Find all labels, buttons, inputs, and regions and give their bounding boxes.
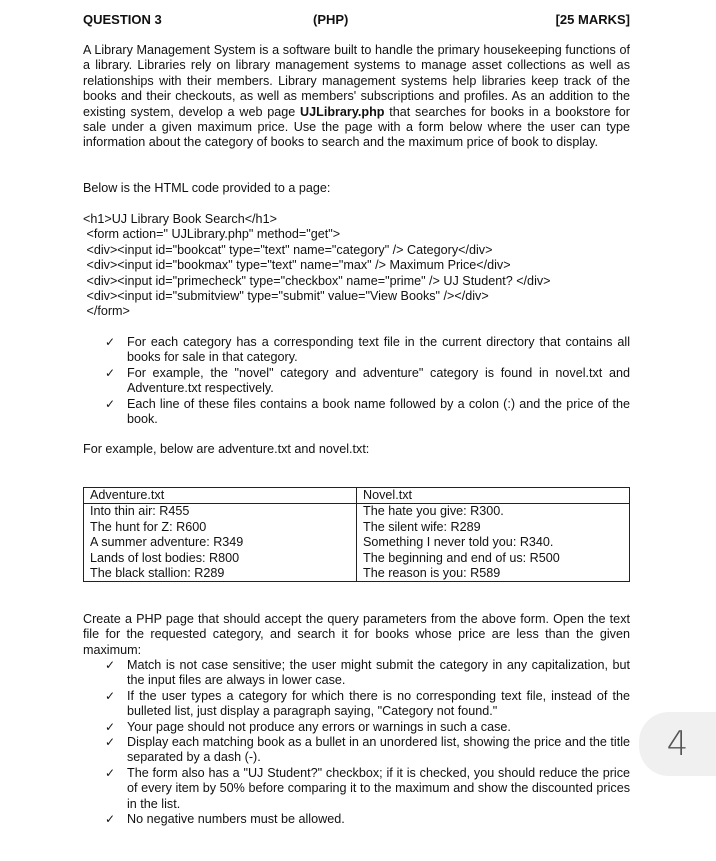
list-item-text: Each line of these files contains a book name followed by a colon (:) and the price of the book. (127, 396, 630, 427)
intro-filename: UJLibrary.php (300, 104, 385, 119)
intro-text: A Library Management System is a software built to handle the primary housekeeping functions of a library. Libraries rely on library management systems to manage asset collections as well as relationships with their members. Library management systems help libraries keep track of the books and their checkouts, as well as members' subscriptions and profiles. As an addition to the existing system, develop a web page (83, 43, 630, 119)
list-item-text: The form also has a "UJ Student?" checkbox; if it is checked, you should reduce the price of every item by 50% before comparing it to the maximum and show the discounted prices in the list. (127, 765, 630, 811)
table-row (84, 504, 630, 520)
table-cell: A summer adventure: R349 (84, 535, 357, 550)
list-item (83, 766, 630, 812)
question-number: QUESTION 3 (83, 12, 162, 27)
list-item (83, 397, 630, 428)
question-header (83, 12, 630, 28)
table-cell: The black stallion: R289 (84, 566, 357, 582)
question-language: (PHP) (313, 12, 349, 27)
table-cell: Into thin air: R455 (84, 504, 357, 520)
column-header-novel: Novel.txt (357, 488, 630, 504)
list-item-text: If the user types a category for which there is no corresponding text file, instead of the bulleted list, just display a paragraph saying, "Category not found." (127, 688, 630, 719)
list-item (83, 812, 630, 827)
list-item-text: Match is not case sensitive; the user might submit the category in any capitalization, but the input files are always in lower case. (127, 658, 630, 688)
table-cell: The beginning and end of us: R500 (357, 551, 630, 566)
list-item (83, 658, 630, 689)
list-item-text: For each category has a corresponding text file in the current directory that contains all books for sale in that category. (127, 335, 630, 365)
code-line: <h1>UJ Library Book Search</h1> (83, 212, 277, 226)
list-item (83, 735, 630, 766)
code-line: <form action=" UJLibrary.php" method="get"> (83, 227, 341, 242)
table-row (84, 566, 630, 582)
table-cell: Lands of lost bodies: R800 (84, 551, 357, 566)
html-code-block (83, 212, 551, 320)
intro-paragraph (83, 43, 630, 151)
table-row (84, 535, 630, 550)
table-cell: The hunt for Z: R600 (84, 520, 357, 535)
check-icon: ✓ (105, 719, 116, 734)
check-icon: ✓ (105, 658, 116, 672)
check-icon: ✓ (105, 688, 116, 703)
requirements-list-2 (83, 658, 630, 827)
table-cell: The silent wife: R289 (357, 520, 630, 535)
table-cell: The reason is you: R589 (357, 566, 630, 582)
table-cell: The hate you give: R300. (357, 504, 630, 520)
column-header-adventure: Adventure.txt (84, 488, 357, 504)
check-icon: ✓ (105, 812, 116, 827)
requirements-list-1 (83, 335, 630, 427)
intro-text-end: that searches for books in a bookstore for sale under a given maximum price. Use the page with a form below where the user can type information about the category of books to search and the maximum price of book to display. (83, 104, 630, 150)
list-item (83, 335, 630, 366)
code-line: <div><input id="bookmax" type="text" name="max" /> Maximum Price</div> (83, 258, 511, 273)
list-item-text: Your page should not produce any errors or warnings in such a case. (127, 719, 511, 734)
check-icon: ✓ (105, 335, 116, 349)
check-icon: ✓ (105, 765, 116, 780)
list-item-text: No negative numbers must be allowed. (127, 812, 345, 827)
check-icon: ✓ (105, 396, 116, 411)
code-line: <div><input id="primecheck" type="checkbox" name="prime" /> UJ Student? </div> (83, 273, 551, 288)
list-item (83, 689, 630, 720)
check-icon: ✓ (105, 365, 116, 380)
code-line: <div><input id="bookcat" type="text" name="category" /> Category</div> (83, 242, 493, 257)
list-item (83, 366, 630, 397)
question-marks: [25 MARKS] (555, 12, 630, 27)
task-paragraph: Create a PHP page that should accept the query parameters from the above form. Open the text file for the requested category, and search it for books whose price are less than the given maximum: (83, 612, 630, 657)
table-row (84, 551, 630, 566)
list-item-text: Display each matching book as a bullet in an unordered list, showing the price and the title separated by a dash (-). (127, 735, 630, 765)
code-line: </form> (83, 304, 130, 319)
page-number-badge: 4 (639, 712, 716, 776)
code-intro-label: Below is the HTML code provided to a page: (83, 181, 331, 195)
table-header-row (84, 488, 630, 504)
list-item (83, 720, 630, 735)
check-icon: ✓ (105, 735, 116, 750)
example-label: For example, below are adventure.txt and novel.txt: (83, 442, 370, 456)
list-item-text: For example, the "novel" category and adventure" category is found in novel.txt and Adventure.txt respectively. (127, 365, 630, 396)
table-cell: Something I never told you: R340. (357, 535, 630, 550)
code-line: <div><input id="submitview" type="submit" value="View Books" /></div> (83, 289, 489, 304)
table-row (84, 520, 630, 535)
files-table (83, 487, 630, 582)
